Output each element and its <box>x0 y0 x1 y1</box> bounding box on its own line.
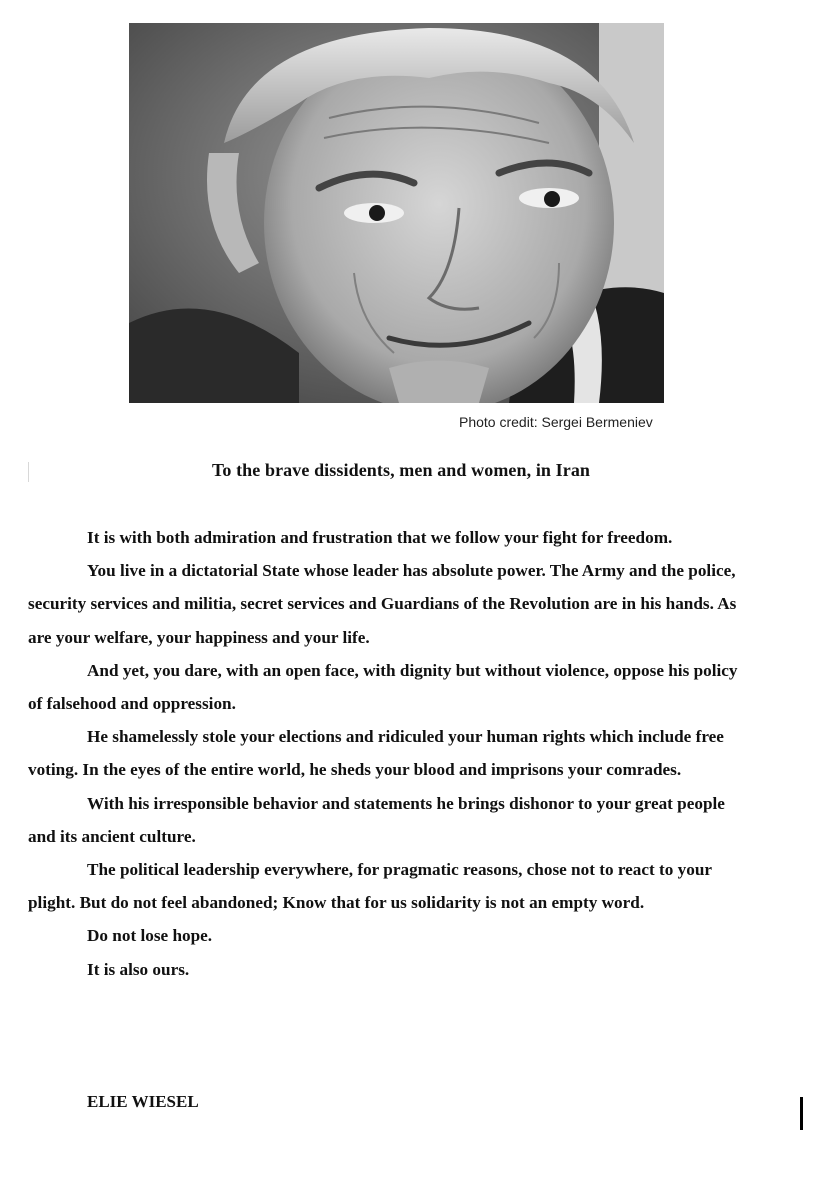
portrait-photo <box>129 23 664 403</box>
letter-paragraph: With his irresponsible behavior and statements he brings dishonor to your great people and its ancient culture. <box>28 793 725 846</box>
letter-paragraph: And yet, you dare, with an open face, with dignity but without violence, oppose his policy of falsehood and oppression. <box>28 660 738 714</box>
letter-body <box>28 521 752 986</box>
letter-paragraph: The political leadership everywhere, for pragmatic reasons, chose not to react to your plight. But do not feel abandoned; Know that for us solidarity is not an empty word. <box>28 860 712 913</box>
portrait-illustration <box>129 23 664 403</box>
signature: ELIE WIESEL <box>87 1092 199 1111</box>
letter-paragraph: He shamelessly stole your elections and ridiculed your human rights which include free voting. In the eyes of the entire world, he sheds your blood and imprisons your comrades. <box>28 727 724 780</box>
letter-paragraph: It is also ours. <box>87 959 190 979</box>
letter-heading: To the brave dissidents, men and women, in Iran <box>211 460 591 480</box>
letter-paragraph: You live in a dictatorial State whose leader has absolute power. The Army and the police, security services and militia, secret services and Guardians of the Revolution are in his hands. As are your welfare, your happiness and your life. <box>28 561 737 647</box>
photo-credit: Photo credit: Sergei Bermeniev <box>459 414 653 430</box>
letter-paragraph: Do not lose hope. <box>87 926 213 946</box>
text-cursor <box>800 1097 803 1130</box>
letter-paragraph: It is with both admiration and frustration that we follow your fight for freedom. <box>87 528 673 547</box>
